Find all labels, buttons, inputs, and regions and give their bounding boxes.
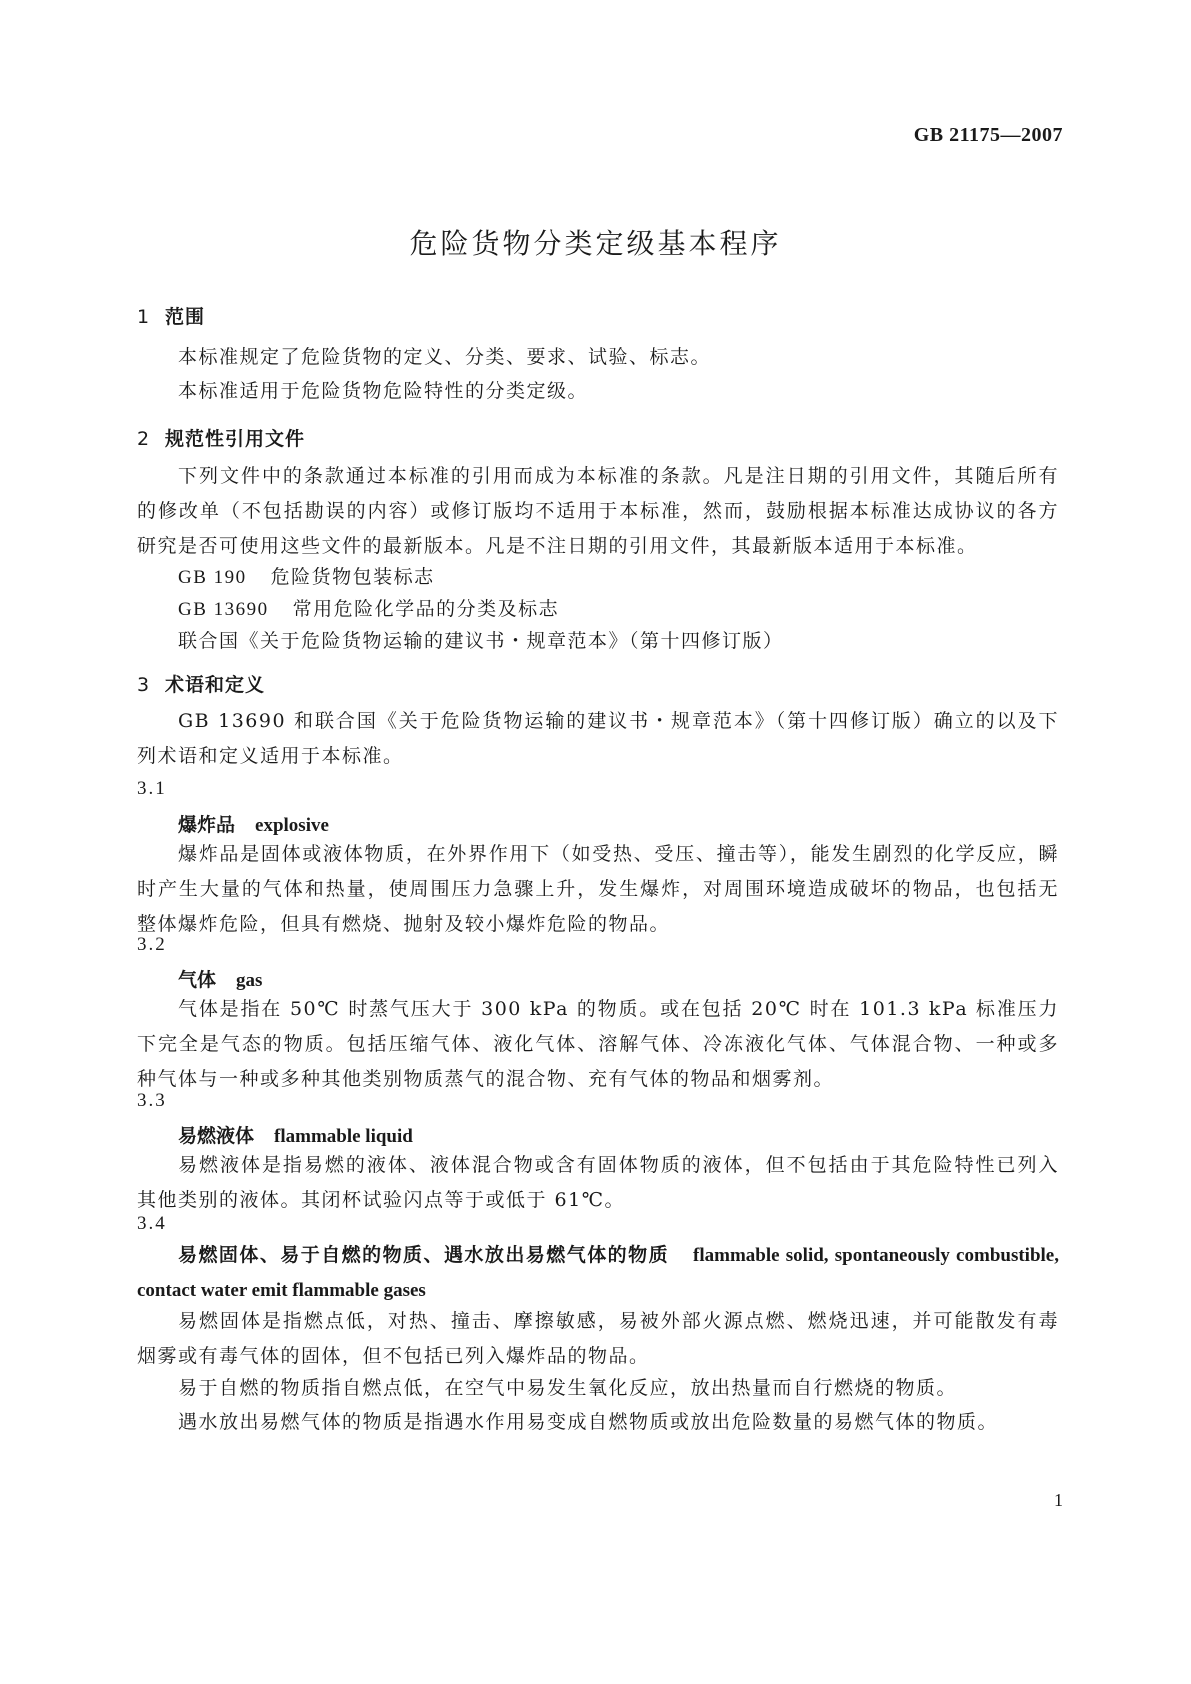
term-number: 3.1 [137, 778, 167, 799]
paragraph: 本标准规定了危险货物的定义、分类、要求、试验、标志。 [178, 346, 712, 368]
term-definition: 易燃液体是指易燃的液体、液体混合物或含有固体物质的液体，但不包括由于其危险特性已列入其他类别的液体。其闭杯试验闪点等于或低于 61℃。 [137, 1154, 1059, 1211]
paragraph: 本标准适用于危险货物危险特性的分类定级。 [178, 380, 589, 402]
section-2-heading [137, 424, 305, 451]
section-number: 2 [137, 428, 151, 450]
term-cn: 气体 [178, 969, 217, 991]
section-title: 范围 [165, 306, 206, 328]
term-en: flammable liquid [274, 1126, 413, 1147]
term-heading [178, 810, 329, 837]
paragraph: GB 13690 和联合国《关于危险货物运输的建议书・规章范本》（第十四修订版）确立的以及下列术语和定义适用于本标准。 [137, 710, 1059, 767]
section-title: 规范性引用文件 [165, 428, 306, 450]
section-title: 术语和定义 [165, 674, 266, 696]
term-definition: 遇水放出易燃气体的物质是指遇水作用易变成自燃物质或放出危险数量的易燃气体的物质。 [178, 1411, 999, 1433]
term-number: 3.2 [137, 934, 167, 955]
reference-item [178, 594, 559, 621]
term-en: flammable solid, spontaneously combustible, contact water emit flammable gases [137, 1245, 1059, 1301]
term-definition: 气体是指在 50℃ 时蒸气压大于 300 kPa 的物质。或在包括 20℃ 时在 101.3 kPa 标准压力下完全是气态的物质。包括压缩气体、液化气体、溶解气体、冷冻液化气体、气体混合物、一种或多种气体与一种或多种其他类别物质蒸气的混合物、充有气体的物品和烟雾剂。 [137, 998, 1059, 1090]
term-en: gas [236, 970, 263, 991]
section-3-heading [137, 670, 265, 697]
standard-code: GB 21175—2007 [913, 124, 1063, 146]
term-heading [178, 1121, 413, 1148]
term-number: 3.3 [137, 1090, 167, 1111]
term-en: explosive [255, 815, 329, 836]
term-cn: 爆炸品 [178, 814, 236, 836]
term-cn: 易燃固体、易于自燃的物质、遇水放出易燃气体的物质 [178, 1244, 670, 1266]
reference-code: GB 13690 [178, 599, 269, 620]
page-number: 1 [1054, 1490, 1063, 1510]
reference-item [178, 626, 784, 653]
section-1-heading [137, 302, 205, 329]
section-number: 3 [137, 674, 151, 696]
term-heading [178, 965, 262, 992]
term-number: 3.4 [137, 1213, 167, 1234]
paragraph: 下列文件中的条款通过本标准的引用而成为本标准的条款。凡是注日期的引用文件，其随后所有的修改单（不包括勘误的内容）或修订版均不适用于本标准，然而，鼓励根据本标准达成协议的各方研究是否可使用这些文件的最新版本。凡是不注日期的引用文件，其最新版本适用于本标准。 [137, 465, 1059, 557]
reference-item [178, 562, 435, 589]
document-title: 危险货物分类定级基本程序 [409, 227, 782, 260]
term-definition: 爆炸品是固体或液体物质，在外界作用下（如受热、受压、撞击等），能发生剧烈的化学反应，瞬时产生大量的气体和热量，使周围压力急骤上升，发生爆炸，对周围环境造成破坏的物品，也包括无整体爆炸危险，但具有燃烧、抛射及较小爆炸危险的物品。 [137, 843, 1059, 935]
reference-code: GB 190 [178, 567, 247, 588]
term-definition: 易于自燃的物质指自燃点低，在空气中易发生氧化反应，放出热量而自行燃烧的物质。 [178, 1377, 958, 1399]
reference-title: 联合国《关于危险货物运输的建议书・规章范本》（第十四修订版） [178, 630, 784, 652]
term-cn: 易燃液体 [178, 1125, 255, 1147]
section-number: 1 [137, 306, 151, 328]
term-definition: 易燃固体是指燃点低，对热、撞击、摩擦敏感，易被外部火源点燃、燃烧迅速，并可能散发有毒烟雾或有毒气体的固体，但不包括已列入爆炸品的物品。 [137, 1310, 1059, 1367]
reference-title: 危险货物包装标志 [270, 566, 435, 588]
term-heading [137, 1238, 1059, 1308]
reference-title: 常用危险化学品的分类及标志 [292, 598, 560, 620]
